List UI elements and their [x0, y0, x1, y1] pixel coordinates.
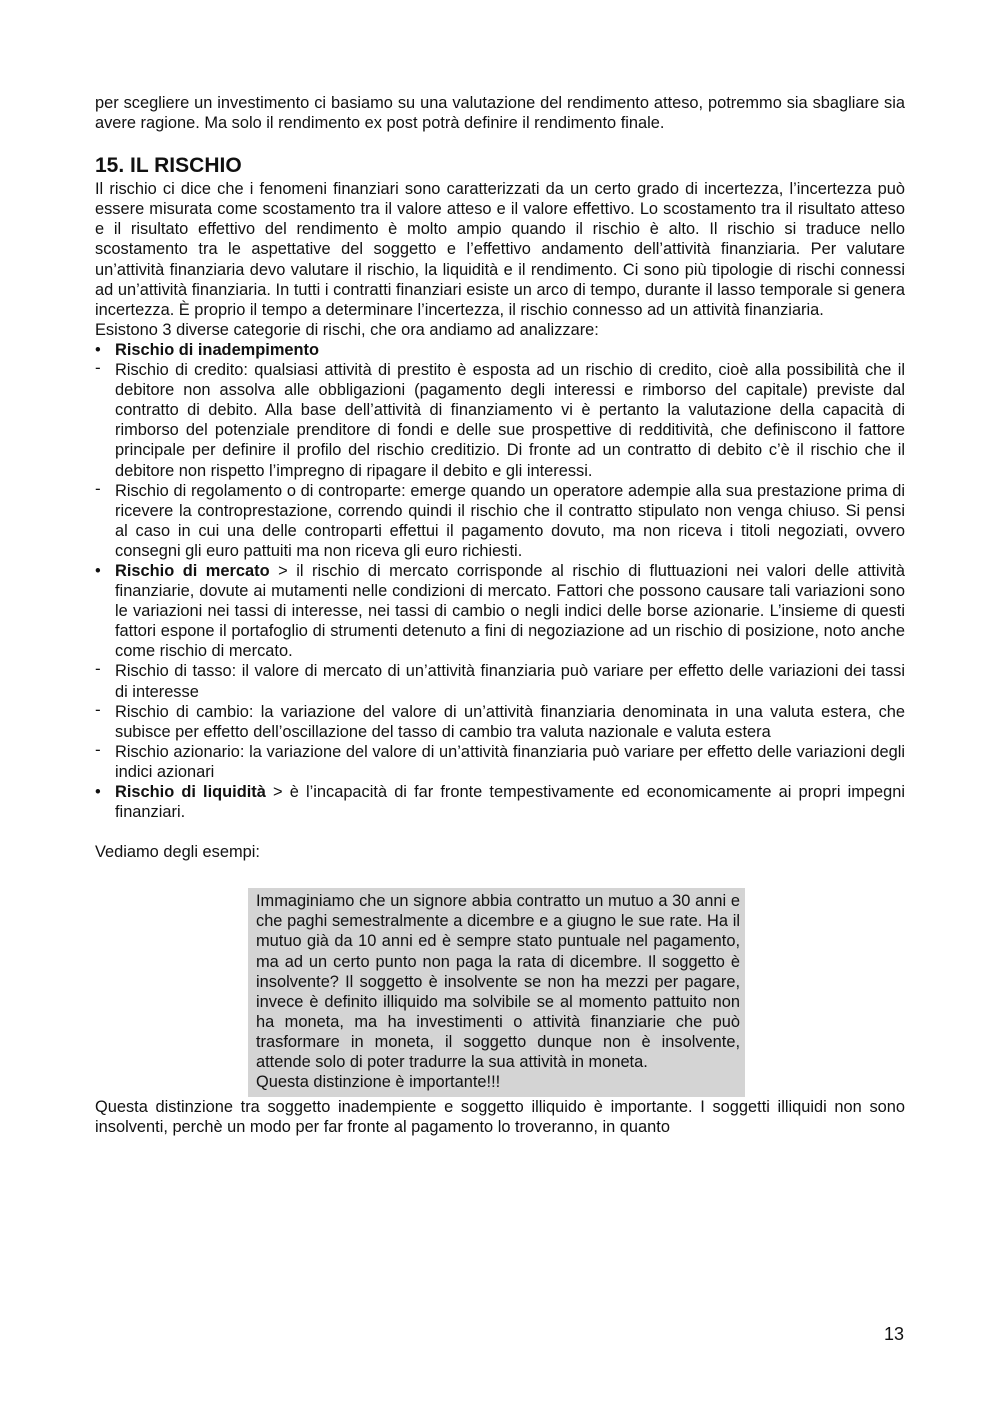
risk-category-title: Rischio di mercato — [115, 561, 270, 580]
dash-marker: - — [95, 478, 101, 498]
example-note: Questa distinzione è importante!!! — [256, 1073, 501, 1092]
list-item — [95, 340, 905, 360]
list-item — [95, 661, 905, 701]
risk-item-text: Rischio di regolamento o di controparte: emerge quando un operatore adempie alla sua prestazione prima di ricevere la controprestazione, correndo quindi il rischio che il contratto stipulato non venga chiuso. Si pensi al caso in cui una delle controparti effettui il pagamento dovuto, ma non riceva i titoli negoziati, ovvero consegni gli euro pattuiti ma non riceva gli euro richiesti. — [115, 481, 905, 560]
dash-marker: - — [95, 739, 101, 759]
dash-marker: - — [95, 659, 101, 679]
closing-paragraph: Questa distinzione tra soggetto inadempiente e soggetto illiquido è importante. I soggetti illiquidi non sono insolventi, perchè un modo per far fronte al pagamento lo troveranno, in quanto — [95, 1098, 905, 1137]
dash-marker: - — [95, 699, 101, 719]
bullet-marker: • — [95, 340, 101, 359]
intro-paragraph: per scegliere un investimento ci basiamo su una valutazione del rendimento atteso, potremmo sia sbagliare sia avere ragione. Ma solo il rendimento ex post potrà definire il rendimento finale. — [95, 94, 905, 133]
bullet-marker: • — [95, 561, 101, 580]
list-item — [95, 739, 905, 782]
spacer — [95, 822, 905, 842]
list-item — [95, 360, 905, 481]
section-paragraph: Il rischio ci dice che i fenomeni finanziari sono caratterizzati da un certo grado di incertezza, l’incertezza può essere misurata come scostamento tra il valore atteso e il valore effettivo. Lo scostamento tra il risultato atteso e il risultato effettivo del rendimento è molto ampio quando il rischio è alto. Il rischio si traduce nello scostamento tra le aspettative del soggetto e l’effettivo andamento dell’attività finanziaria. Per valutare un’attività finanziaria devo valutare il rischio, la liquidità e il rendimento. Ci sono più tipologie di rischi connessi ad un’attività finanziaria. In tutti i contratti finanziari esiste un arco di tempo, durante il lasso temporale si genera incertezza. È proprio il tempo a determinare l’incertezza, il rischio connesso ad un attività finanziaria. — [95, 180, 905, 319]
section-title: 15. IL RISCHIO — [95, 154, 242, 178]
example-text: Immaginiamo che un signore abbia contratto un mutuo a 30 anni e che paghi semestralmente a dicembre e a giugno le sue rate. Ha il mutuo già da 10 anni ed è sempre stato puntuale nel pagamento, ma ad un certo punto non paga la rata di dicembre. Il soggetto è insolvente? Il soggetto è insolvente se non ha mezzi per pagare, invece è definito illiquido ma solvibile se al momento pattuito non ha moneta, ma ha investimenti o attività finanziarie che può trasformare in moneta, il soggetto dunque non è insolvente, attende solo di poter tradurre la sua attività in moneta. — [256, 892, 740, 1072]
categories-intro: Esistono 3 diverse categorie di rischi, che ora andiamo ad analizzare: — [95, 320, 599, 339]
risk-item-text: > è l’incapacità di far fronte tempestivamente ed economicamente ai propri impegni finanziari. — [115, 783, 905, 822]
list-item — [95, 699, 905, 742]
risk-category-title: Rischio di liquidità — [115, 783, 266, 801]
risk-item-text: Rischio di cambio: la variazione del valore di un’attività finanziaria denominata in una valuta estera, che subisce per effetto dell’oscillazione del tasso di cambio tra valuta nazionale e valuta estera — [115, 702, 905, 741]
list-item — [95, 478, 905, 561]
risk-item-text: Rischio azionario: la variazione del valore di un’attività finanziaria può variare per effetto delle variazioni degli indici azionari — [115, 742, 905, 781]
page-body — [95, 93, 905, 1137]
page-number: 13 — [883, 1324, 904, 1344]
list-item — [95, 561, 905, 661]
example-box — [248, 888, 745, 1097]
dash-marker: - — [95, 358, 101, 378]
examples-intro: Vediamo degli esempi: — [95, 843, 260, 862]
risk-item-text: Rischio di credito: qualsiasi attività di prestito è esposta ad un rischio di credito, cioè alla possibilità che il debitore non assolva alle obbligazioni (pagamento degli interessi e rimborso del capitale) previste dal contratto di debito. Alla base dell’attività di finanziamento vi è pertanto la valutazione della capacità di rimborso del potenziale prenditore di fondi e delle sue prospettive di redditività, che definiscono il fattore principale per definire il profilo del rischio creditizio. Di fronte ad un contratto di debito c’è il rischio che il debitore non rispetto l’impregno di ripagare il debito e gli interessi. — [115, 361, 905, 480]
risk-item-text: > il rischio di mercato corrisponde al rischio di fluttuazioni nei valori delle attività finanziarie, dovute ai mutamenti nelle condizioni di mercato. Fattori che possono causare tali variazioni sono le variazioni nei tassi di interesse, nei tassi di cambio o negli indici delle borse azionarie. L’insieme di questi fattori espone il portafoglio di strumenti detenuto a fini di negoziazione ad un rischio di posizione, noto anche come rischio di mercato. — [115, 561, 906, 661]
risk-item-text: Rischio di tasso: il valore di mercato di un’attività finanziaria può variare per effetto delle variazioni dei tassi di interesse — [115, 662, 905, 701]
risk-list — [95, 340, 905, 822]
bullet-marker: • — [95, 783, 101, 801]
risk-category-title: Rischio di inadempimento — [115, 340, 319, 359]
list-item — [95, 782, 905, 822]
